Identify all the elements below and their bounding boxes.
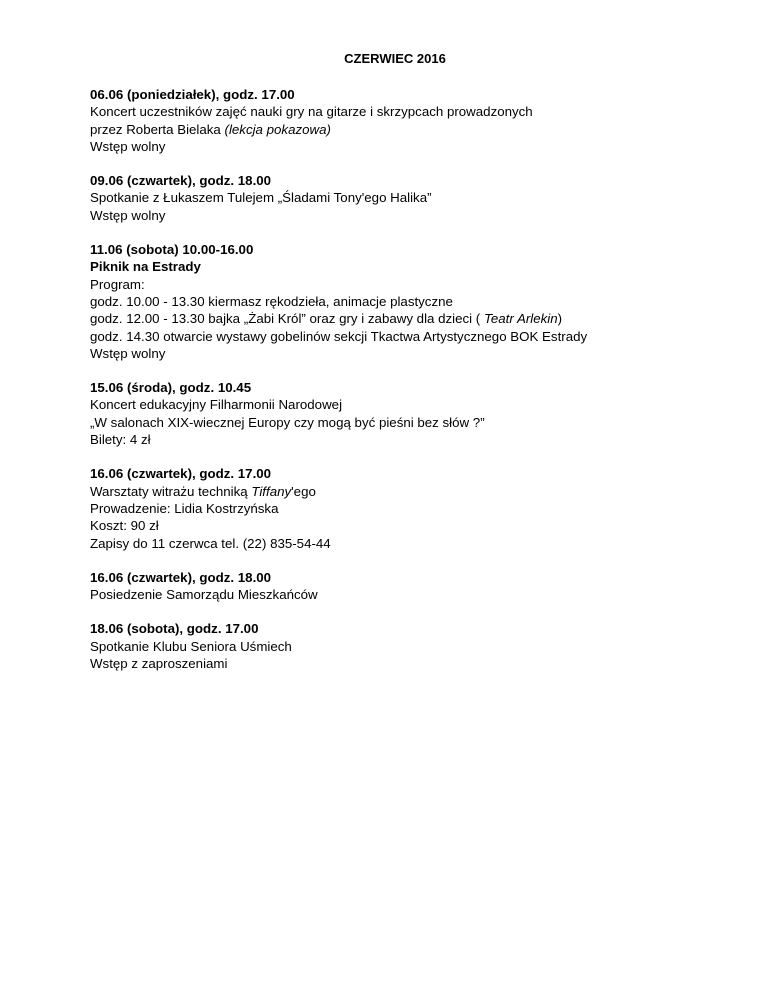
- event-item: [90, 569, 700, 604]
- event-item: [90, 86, 700, 155]
- event-signup: Zapisy do 11 czerwca tel. (22) 835-54-44: [90, 535, 331, 551]
- event-description: Posiedzenie Samorządu Mieszkańców: [90, 587, 318, 603]
- event-text: przez Roberta Bielaka: [90, 121, 225, 137]
- event-text-end: 'ego: [291, 483, 316, 499]
- program-line: godz. 10.00 - 13.30 kiermasz rękodzieła, animacje plastyczne: [90, 293, 453, 309]
- event-entry: Wstęp wolny: [90, 207, 166, 223]
- event-description: Koncert uczestników zajęć nauki gry na gitarze i skrzypcach prowadzonych: [90, 104, 533, 120]
- event-technique: Tiffany: [251, 483, 292, 499]
- page-title: CZERWIEC 2016: [344, 51, 446, 66]
- event-heading: 09.06 (czwartek), godz. 18.00: [90, 173, 272, 189]
- program-performer: Teatr Arlekin: [483, 311, 558, 327]
- program-label: Program:: [90, 276, 145, 292]
- event-description: [90, 121, 700, 138]
- event-description: „W salonach XIX-wiecznej Europy czy mogą być pieśni bez słów ?”: [90, 414, 485, 430]
- event-item: [90, 465, 700, 551]
- event-item: [90, 241, 700, 362]
- document-page: [90, 50, 700, 689]
- event-item: [90, 172, 700, 224]
- program-text-end: ): [557, 311, 563, 327]
- event-subheading: Piknik na Estrady: [90, 259, 201, 275]
- event-heading: 11.06 (sobota) 10.00-16.00: [90, 242, 254, 258]
- event-heading: 16.06 (czwartek), godz. 17.00: [90, 466, 272, 482]
- event-description: Koncert edukacyjny Filharmonii Narodowej: [90, 397, 343, 413]
- event-heading: 18.06 (sobota), godz. 17.00: [90, 621, 259, 637]
- event-host: Prowadzenie: Lidia Kostrzyńska: [90, 500, 279, 516]
- event-heading: 06.06 (poniedziałek), godz. 17.00: [90, 87, 295, 102]
- event-price: Bilety: 4 zł: [90, 432, 151, 448]
- event-description: Spotkanie Klubu Seniora Uśmiech: [90, 638, 292, 654]
- event-entry: Wstęp z zaproszeniami: [90, 656, 228, 672]
- event-entry: Wstęp wolny: [90, 345, 166, 361]
- event-note: (lekcja pokazowa): [224, 121, 331, 137]
- program-text: godz. 12.00 - 13.30 bajka „Żabi Król” oraz gry i zabawy dla dzieci (: [90, 311, 484, 327]
- event-description: Spotkanie z Łukaszem Tulejem „Śladami Tony'ego Halika”: [90, 190, 432, 206]
- event-heading: 16.06 (czwartek), godz. 18.00: [90, 569, 272, 585]
- event-item: [90, 620, 700, 672]
- event-text: Warsztaty witrażu techniką: [90, 483, 252, 499]
- event-item: [90, 379, 700, 448]
- event-description: [90, 483, 700, 500]
- program-line: godz. 14.30 otwarcie wystawy gobelinów sekcji Tkactwa Artystycznego BOK Estrady: [90, 328, 588, 344]
- program-line: [90, 310, 700, 327]
- event-heading: 15.06 (środa), godz. 10.45: [90, 380, 252, 396]
- event-entry: Wstęp wolny: [90, 138, 166, 154]
- event-price: Koszt: 90 zł: [90, 518, 159, 534]
